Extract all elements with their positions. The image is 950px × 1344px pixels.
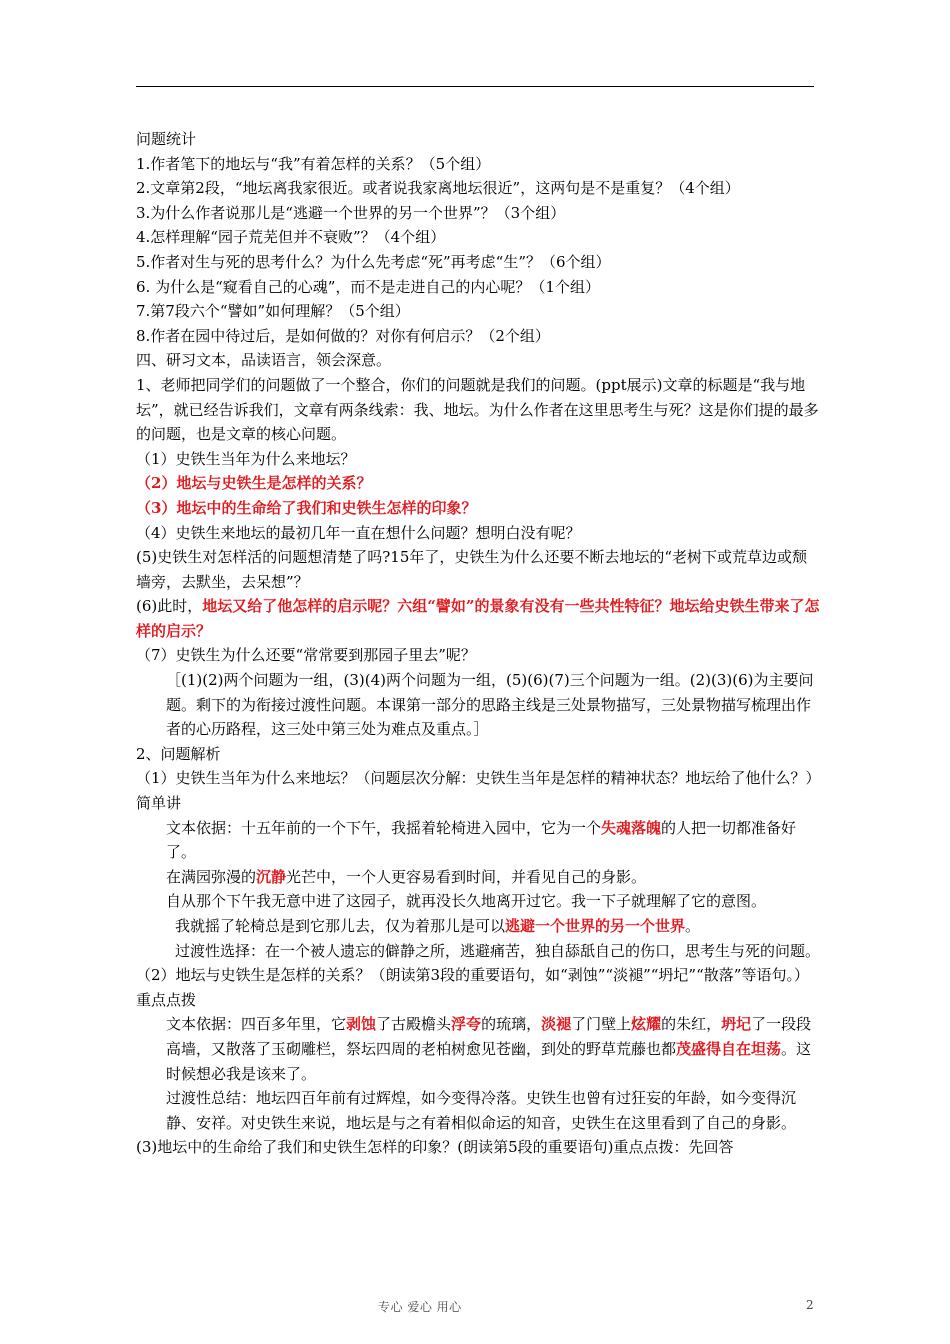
highlight-text: 炫耀	[631, 1015, 662, 1034]
text-evidence	[136, 865, 820, 890]
sub-question: (5)史铁生对怎样活的问题想清楚了吗?15年了，史铁生为什么还要不断去地坛的“老树下或荒草边或颓墙旁，去默坐，去呆想”？	[136, 548, 808, 591]
transition-note: 过渡性选择：在一个被人遗忘的僻静之所，逃避痛苦，独自舔舐自己的伤口，思考生与死的问题。	[175, 941, 821, 960]
question-item: 4.怎样理解“园子荒芜但并不衰败”？（4个组）	[136, 228, 446, 247]
text-run: 我就摇了轮椅总是到它那儿去，仅为着那儿是可以	[175, 917, 506, 935]
text-evidence	[136, 816, 820, 865]
text-run: 在满园弥漫的	[166, 867, 257, 886]
question-item: 2.文章第2段，“地坛离我家很近。或者说我家离地坛很近”，这两句是不是重复？（4个组）	[136, 179, 740, 198]
page-number: 2	[806, 1298, 814, 1312]
highlight-text: 逃避一个世界的另一个世界	[505, 917, 686, 935]
text-run: 了一段段高墙，又散落了玉砌雕栏，祭坛四周的老柏树愈见苍幽，到处的野草荒藤也都	[166, 1015, 812, 1058]
highlight-text: 失魂落魄	[601, 818, 662, 837]
highlight-text: 剥蚀	[346, 1015, 377, 1034]
sub-question-highlight: （2）地坛与史铁生是怎样的关系？	[136, 474, 372, 493]
analysis-question: (3)地坛中的生命给了我们和史铁生怎样的印象？(朗读第5段的重要语句)重点点拨：先回答	[136, 1138, 734, 1157]
text-run: 。这时候想必我是该来了。	[166, 1039, 812, 1083]
text-run: 的琉璃，	[481, 1015, 542, 1034]
text-run: 。	[685, 917, 701, 935]
question-item: 1.作者笔下的地坛与“我”有着怎样的关系？（5个组）	[136, 154, 491, 173]
note-paragraph: ［(1)(2)两个问题为一组，(3)(4)两个问题为一组，(5)(6)(7)三个问题为一组。(2)(3)(6)为主要问题。剩下的为衔接过渡性问题。本课第一部分的思路主线是三处景物描写，三处景物描写梳理出作者的心历路程，这三处中第三处为难点及重点。］	[166, 671, 814, 739]
highlight-text: 坍圮	[721, 1015, 752, 1034]
document-body	[136, 127, 820, 1160]
paragraph: 1、老师把同学们的问题做了一个整合，你们的问题就是我们的问题。(ppt展示)文章的标题是“我与地坛”，就已经告诉我们，文章有两条线索：我、地坛。为什么作者在这里思考生与死？这是你们提的最多的问题，也是文章的核心问题。	[136, 375, 819, 444]
question-item: 5.作者对生与死的思考什么？为什么先考虑“死”再考虑“生”？（6个组）	[136, 252, 611, 271]
highlight-text: 地坛又给了他怎样的启示呢？六组“譬如”的景象有没有一些共性特征？地坛给史铁生带来了怎样的启示？	[136, 597, 820, 640]
sub-question: （1）史铁生当年为什么来地坛？	[136, 449, 356, 468]
sub-question-highlight: （3）地坛中的生命给了我们和史铁生怎样的印象？	[136, 498, 477, 517]
question-item: 8.作者在园中待过后，是如何做的？对你有何启示？（2个组）	[136, 326, 550, 345]
highlight-text: 淡褪	[541, 1015, 572, 1034]
text-evidence: 自从那个下午我无意中进了这园子，就再没长久地离开过它。我一下子就理解了它的意图。	[166, 892, 767, 911]
text-run: 了古殿檐头	[376, 1015, 452, 1034]
sub-question	[136, 594, 820, 643]
transition-note: 过渡性总结：地坛四百年前有过辉煌，如今变得冷落。史铁生也曾有过狂妄的年龄，如今变得沉静、安祥。对史铁生来说，地坛是与之有着相似命运的知音，史铁生在这里看到了自己的身影。	[166, 1089, 797, 1132]
text-run: 了门壁上	[571, 1015, 632, 1034]
header-rule	[136, 86, 814, 87]
text-run: 光芒中，一个人更容易看到时间，并看见自己的身影。	[286, 867, 647, 886]
text-evidence	[136, 914, 820, 939]
text-run: (6)此时，	[136, 597, 203, 616]
analysis-question: （2）地坛与史铁生是怎样的关系？（朗读第3段的重要语句，如“剥蚀”“淡褪”“坍圮”“散落”等语句。）重点点拨	[136, 966, 809, 1009]
text-run: 的朱红，	[661, 1015, 722, 1034]
text-run: 文本依据：十五年前的一个下午，我摇着轮椅进入园中，它为一个	[166, 818, 602, 837]
text-run: 的人把一切都准备好了。	[166, 818, 797, 862]
section-heading: 四、研习文本，品读语言，领会深意。	[136, 351, 392, 370]
text-evidence	[136, 1012, 820, 1086]
question-item: 7.第7段六个“譬如”如何理解？（5个组）	[136, 302, 410, 321]
sub-question: （4）史铁生来地坛的最初几年一直在想什么问题？想明白没有呢？	[136, 523, 581, 542]
highlight-text: 沉静	[256, 867, 287, 886]
highlight-text: 浮夸	[451, 1015, 482, 1034]
question-item: 6. 为什么是“窥看自己的心魂”，而不是走进自己的内心呢？（1个组）	[136, 277, 600, 296]
question-item: 3.为什么作者说那儿是“逃避一个世界的另一个世界”？（3个组）	[136, 203, 566, 222]
page-footer	[0, 1298, 950, 1318]
sub-question: （7）史铁生为什么还要“常常要到那园子里去”呢？	[136, 646, 476, 665]
analysis-question: （1）史铁生当年为什么来地坛？（问题层次分解：史铁生当年是怎样的精神状态？地坛给了他什么？）简单讲	[136, 769, 814, 813]
section-title: 问题统计	[136, 130, 197, 148]
highlight-text: 茂盛得自在坦荡	[676, 1039, 782, 1058]
text-run: 文本依据：四百多年里，它	[166, 1015, 347, 1034]
footer-motto: 专心 爱心 用心	[378, 1300, 462, 1314]
section-heading: 2、问题解析	[136, 744, 221, 763]
